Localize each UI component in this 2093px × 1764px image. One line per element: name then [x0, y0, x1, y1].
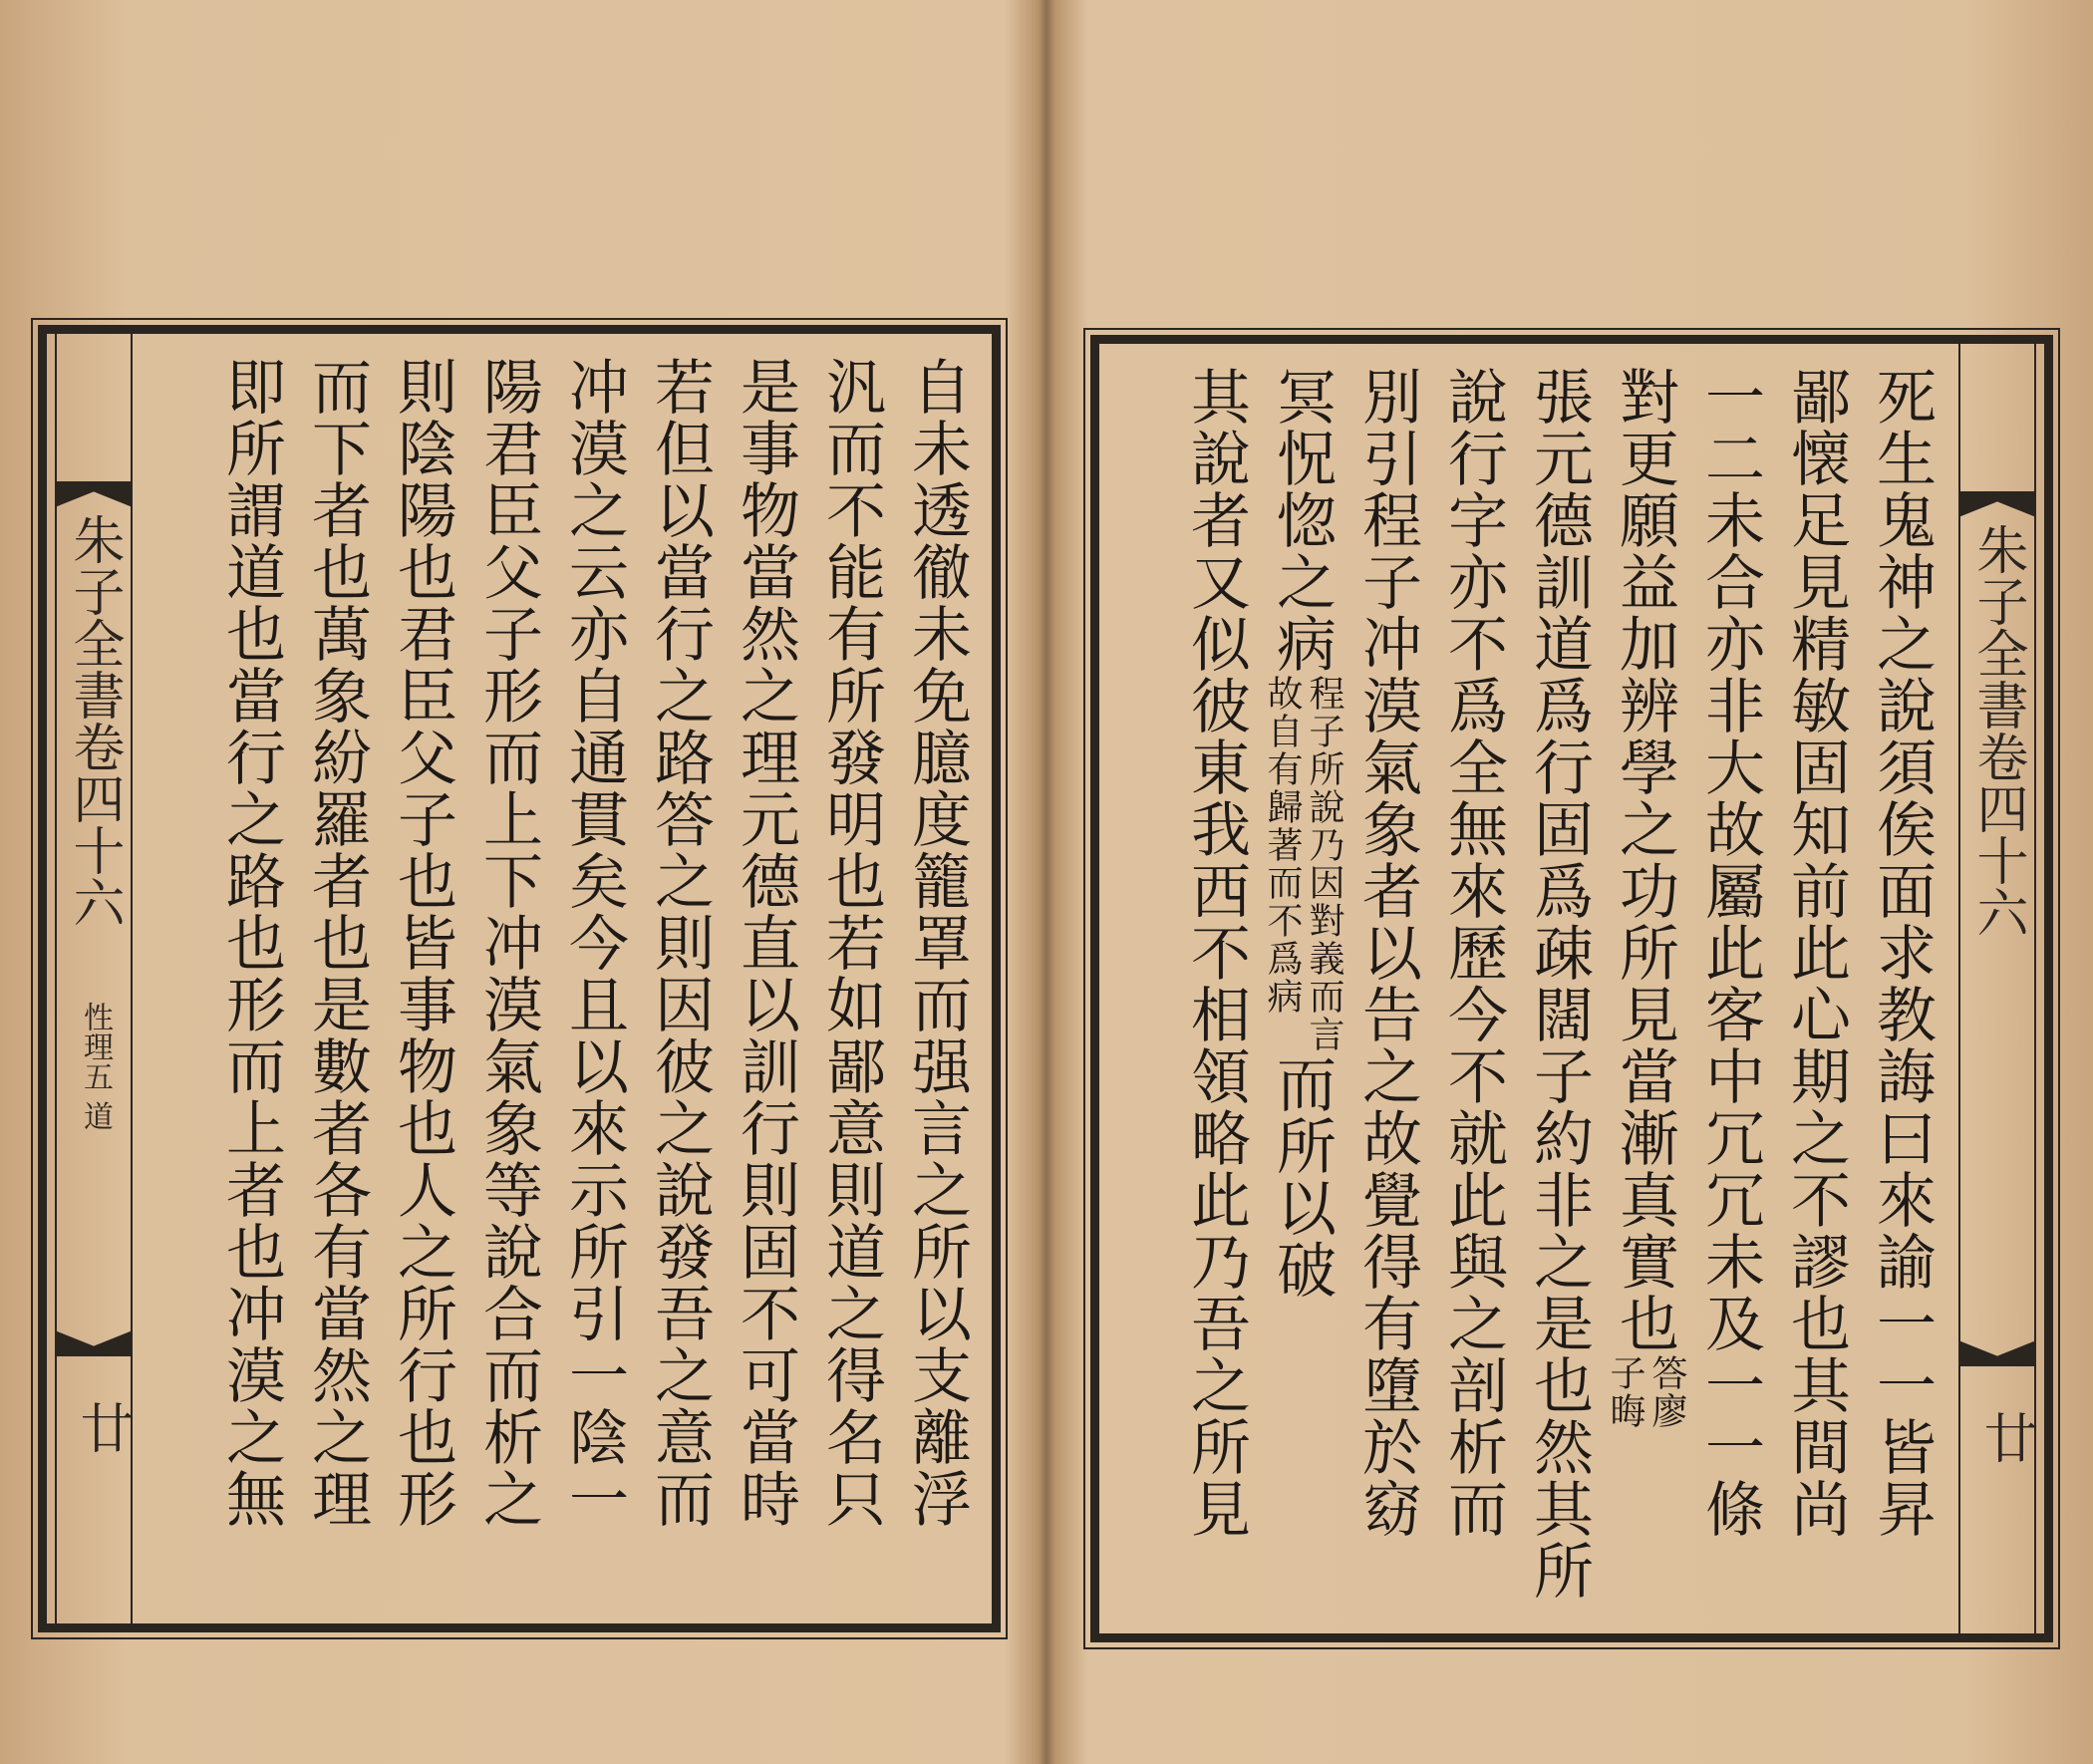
fish-tail-top-ornament: [1958, 491, 2036, 517]
text-column: 別引程子冲漠氣象者以告之故覺得有墮於窈: [1352, 366, 1422, 1540]
text-column-main: 冥怳惚之病: [1267, 366, 1337, 675]
margin-folio-number: 廿: [1975, 1410, 2038, 1464]
left-page-frame: [38, 325, 1001, 1632]
text-column: 自未透徹未免臆度籠罩而强言之所以支離浮: [902, 356, 972, 1530]
right-text-columns: [1111, 366, 1944, 1621]
text-column-main: 對更願益加辨學之功所見當漸真實也: [1610, 366, 1679, 1354]
left-page: [0, 0, 1037, 1764]
text-column: 汎而不能有所發明也若如鄙意則道之得名只: [816, 356, 886, 1530]
right-page-frame: [1090, 335, 2053, 1642]
text-column: 張元德訓道爲行固爲疎闊子約非之是也然其所: [1524, 366, 1594, 1602]
margin-folio-number: 廿: [72, 1400, 135, 1454]
text-column: 鄙懐足見精敏固知前此心期之不謬也其間尚: [1781, 366, 1851, 1540]
text-column: 一二未合亦非大故屬此客中冗冗未及一一條: [1695, 366, 1765, 1540]
annotation-line: 答廖: [1646, 1354, 1687, 1430]
margin-section-label: 性理五 道: [78, 1002, 113, 1131]
text-column: 陽君臣父子形而上下冲漠氣象等說合而析之: [473, 356, 543, 1530]
text-column: 其說者又似彼東我西不相領略此乃吾之所見: [1181, 366, 1251, 1540]
annotation-note: [1602, 1354, 1687, 1430]
right-margin-band: [1958, 344, 2036, 1633]
right-page: [1043, 0, 2093, 1764]
text-column: 即所謂道也當行之路也形而上者也冲漠之無: [216, 356, 286, 1530]
left-margin-band: [55, 334, 133, 1623]
annotation-line: 子晦: [1605, 1354, 1645, 1430]
margin-book-title: 朱子全書卷四十六: [1967, 523, 2027, 938]
text-column: 說行字亦不爲全無來歷今不就此與之剖析而: [1438, 366, 1508, 1540]
margin-book-title: 朱子全書卷四十六: [64, 513, 124, 928]
annotation-note: [1259, 675, 1345, 1053]
text-column: 則陰陽也君臣父子也皆事物也人之所行也形: [388, 356, 457, 1530]
text-column-with-note: [1259, 366, 1345, 1621]
fish-tail-bottom-ornament: [55, 1330, 133, 1356]
text-column-with-note: [1602, 366, 1687, 1621]
text-column: 死生鬼神之說須俟面求教誨曰來諭一一皆昇: [1867, 366, 1937, 1540]
text-column: 是事物當然之理元德直以訓行則固不可當時: [731, 356, 800, 1530]
annotation-line: 程子所說乃因對義而言: [1304, 675, 1345, 1053]
fish-tail-bottom-ornament: [1958, 1340, 2036, 1366]
fish-tail-top-ornament: [55, 481, 133, 507]
text-column: 若但以當行之路答之則因彼之說發吾之意而: [645, 356, 715, 1530]
text-column-tail: 而所以破: [1267, 1053, 1337, 1301]
annotation-line: 故自有歸著而不爲病: [1262, 675, 1303, 1016]
text-column: 而下者也萬象紛羅者也是數者各有當然之理: [302, 356, 372, 1530]
left-text-columns: [152, 356, 980, 1612]
text-column: 冲漠之云亦自通貫矣今且以來示所引一陰一: [559, 356, 629, 1530]
